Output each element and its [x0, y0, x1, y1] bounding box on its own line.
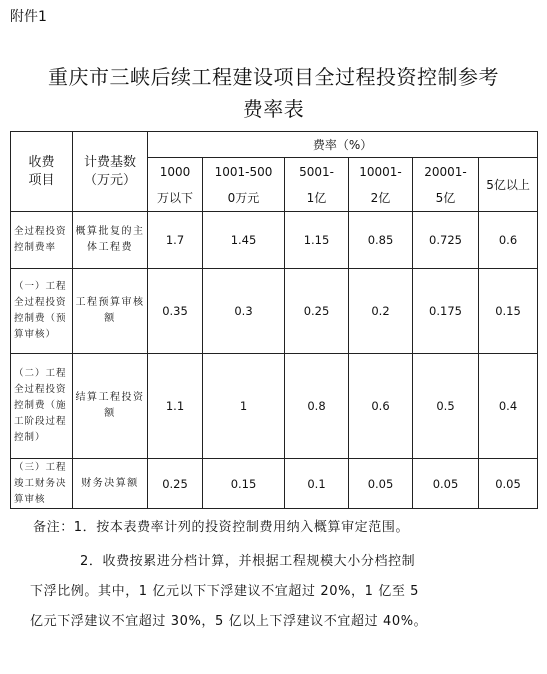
rate-cell: 1.1 — [148, 354, 203, 459]
rate-cell: 0.05 — [413, 459, 479, 509]
fee-rate-table — [10, 131, 538, 509]
rate-cell: 1.7 — [148, 212, 203, 269]
rate-cell: 0.35 — [148, 269, 203, 354]
table-row — [11, 354, 538, 459]
rate-cell: 0.725 — [413, 212, 479, 269]
rate-cell: 1.45 — [203, 212, 285, 269]
note-line-4: 亿元下浮建议不宜超过 30%，5 亿以上下浮建议不宜超过 40%。 — [30, 614, 428, 629]
table-row — [11, 459, 538, 509]
bracket-header — [413, 158, 479, 212]
rate-cell: 0.3 — [203, 269, 285, 354]
row-item: （三）工程竣工财务决算审核 — [11, 459, 73, 509]
rate-cell: 0.25 — [285, 269, 349, 354]
rate-cell: 0.25 — [148, 459, 203, 509]
bracket-header-line1: 20001- — [424, 164, 467, 179]
document-title-line2: 费率表 — [242, 97, 305, 121]
bracket-header-line2: 0万元 — [227, 190, 260, 205]
bracket-header-line1: 1001-500 — [214, 164, 273, 179]
row-item: 全过程投资控制费率 — [11, 212, 73, 269]
row-basis: 结算工程投资额 — [73, 354, 148, 459]
bracket-header-line1: 1000 — [159, 164, 191, 179]
rate-cell: 0.175 — [413, 269, 479, 354]
header-fee-item-line1: 收费 — [28, 154, 55, 170]
row-item: （一）工程全过程投资控制费（预算审核） — [11, 269, 73, 354]
header-fee-item — [11, 132, 73, 212]
rate-cell: 1.15 — [285, 212, 349, 269]
rate-cell: 0.6 — [349, 354, 413, 459]
bracket-header-line2: 2亿 — [370, 190, 391, 205]
bracket-header-line1: 5001- — [299, 164, 334, 179]
row-basis: 财务决算额 — [73, 459, 148, 509]
rate-cell: 0.15 — [203, 459, 285, 509]
row-item: （二）工程全过程投资控制费（施工阶段过程控制） — [11, 354, 73, 459]
bracket-header — [203, 158, 285, 212]
rate-cell: 0.2 — [349, 269, 413, 354]
header-fee-basis — [73, 132, 148, 212]
rate-cell: 0.85 — [349, 212, 413, 269]
header-fee-basis-line1: 计费基数 — [83, 154, 136, 170]
rate-cell: 0.15 — [479, 269, 538, 354]
bracket-header — [479, 158, 538, 212]
table-row — [11, 212, 538, 269]
table-row — [11, 269, 538, 354]
rate-cell: 0.05 — [349, 459, 413, 509]
attachment-label: 附件1 — [10, 9, 47, 25]
rate-cell: 1 — [203, 354, 285, 459]
header-fee-item-line2: 项目 — [28, 172, 55, 188]
bracket-header — [349, 158, 413, 212]
note-line-3: 下浮比例。其中，1 亿元以下下浮建议不宜超过 20%，1 亿至 5 — [30, 584, 420, 599]
bracket-header — [285, 158, 349, 212]
header-fee-basis-line2: （万元） — [83, 172, 136, 188]
row-basis: 工程预算审核额 — [73, 269, 148, 354]
note-line-2: 2．收费按累进分档计算，并根据工程规模大小分档控制 — [80, 554, 416, 569]
document-title-line1: 重庆市三峡后续工程建设项目全过程投资控制参考 — [48, 65, 499, 89]
rate-cell: 0.1 — [285, 459, 349, 509]
rate-cell: 0.5 — [413, 354, 479, 459]
bracket-header-line2: 5亿 — [435, 190, 456, 205]
rate-cell: 0.6 — [479, 212, 538, 269]
bracket-header-line1: 10001- — [359, 164, 402, 179]
bracket-header-line2: 1亿 — [306, 190, 327, 205]
row-basis: 概算批复的主体工程费 — [73, 212, 148, 269]
rate-cell: 0.05 — [479, 459, 538, 509]
rate-cell: 0.8 — [285, 354, 349, 459]
note-line-1: 备注：1．按本表费率计列的投资控制费用纳入概算审定范围。 — [33, 520, 410, 535]
bracket-header-line1: 5亿以上 — [486, 177, 530, 192]
rate-cell: 0.4 — [479, 354, 538, 459]
header-rate: 费率（%） — [148, 132, 538, 158]
bracket-header-line2: 万以下 — [156, 190, 193, 205]
bracket-header — [148, 158, 203, 212]
